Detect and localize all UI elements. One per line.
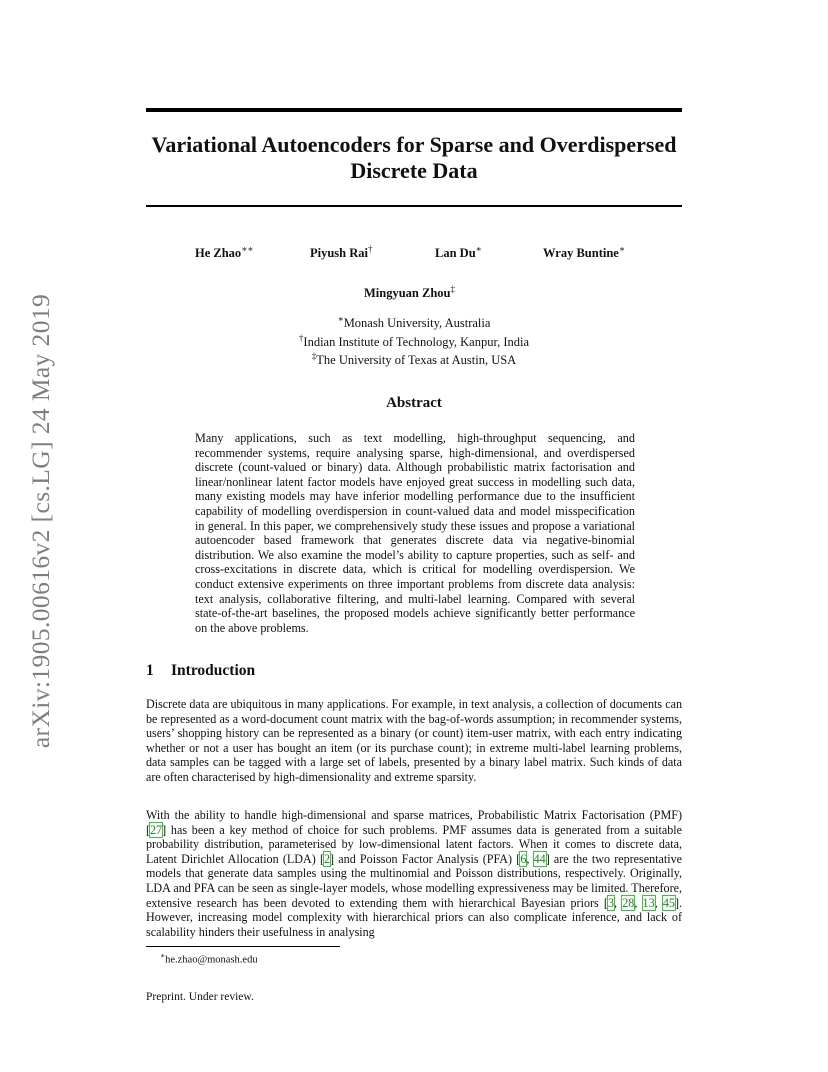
author-mark: ∗∗ <box>241 244 254 254</box>
affiliation-text: Monash University, Australia <box>343 316 491 331</box>
intro-paragraph-1: Discrete data are ubiquitous in many applications. For example, in text analysis, a collection of documents can be represented as a word-document count matrix with the bag-of-words assumption; in recommender systems, users’ shopping history can be represented as a binary (or count) item-user matrix, with each entry indicating whether or not a user has bought an item (or its purchase count); in extreme multi-label learning problems, data samples can be tagged with a large set of labels, presented by a binary label matrix. Such kinds of data are often characterised by high-dimensionality and extreme sparsity. <box>146 697 682 784</box>
affiliations <box>146 312 682 368</box>
footnote-rule <box>146 946 340 947</box>
author-name: He Zhao <box>195 246 242 261</box>
abstract-body: Many applications, such as text modelling, high-throughput sequencing, and recommender systems, require analysing sparse, high-dimensional, and overdispersed discrete (count-valued or binary) data. Although probabilistic matrix factorisation and linear/nonlinear latent factor models have enjoyed great success in modelling such data, many existing models may have inferior modelling performance due to the insufficient capability of modelling overdispersion in count-valued data and model misspecification in general. In this paper, we comprehensively study these issues and propose a variational autoencoder based framework that generates discrete data via negative-binomial distribution. We also examine the model’s ability to capture properties, such as self- and cross-excitations in discrete data, which is critical for modelling overdispersion. We conduct extensive experiments on three important problems from discrete data analysis: text analysis, collaborative filtering, and multi-label learning. Compared with several state-of-the-art baselines, the proposed models achieve significantly better performance on the above problems. <box>195 431 635 635</box>
affiliation-mark: ∗ <box>337 314 344 324</box>
affiliation-text: The University of Texas at Austin, USA <box>316 353 517 368</box>
affiliation-text: Indian Institute of Technology, Kanpur, India <box>303 334 530 349</box>
author-name: Mingyuan Zhou <box>364 286 451 301</box>
citation-link[interactable]: 44 <box>533 851 546 866</box>
affiliation-iit-kanpur <box>146 331 682 350</box>
citation-link[interactable]: 2 <box>324 851 331 866</box>
affiliation-mark: ‡ <box>311 351 317 362</box>
citation-separator: , <box>634 895 643 910</box>
citation-link[interactable]: 45 <box>662 895 675 910</box>
citation-link[interactable]: 6 <box>520 851 527 866</box>
section-number: 1 <box>146 662 154 679</box>
title-bottom-rule <box>146 205 682 207</box>
author-name: Lan Du <box>435 246 476 261</box>
author-mark: ‡ <box>450 284 455 294</box>
paragraph-text: ] has been a key method of choice for such problems. PMF assumes data is generated from a suitable probability distribution, parameterised by low-dimensional latent factors. When it comes to discrete data, Latent Dirichlet Allocation (LDA) [ <box>146 822 682 866</box>
author-piyush-rai <box>310 244 373 261</box>
author-mingyuan-zhou <box>364 284 455 301</box>
abstract-heading: Abstract <box>386 395 442 411</box>
paragraph-text: ] are the two representative models that generate data samples using the multinomial and Poisson distributions, respectively. Originally, LDA and PFA can be seen as single-layer models, whose modelling expressiveness may be limited. Therefore, extensive research has been devoted to extending them with hierarchical Bayesian priors [ <box>146 851 683 910</box>
author-name: Wray Buntine <box>543 246 619 261</box>
footnote-email: he.zhao@monash.edu <box>165 954 258 966</box>
section-title: Introduction <box>171 662 256 679</box>
paragraph-text: ] and Poisson Factor Analysis (PFA) [ <box>330 851 521 866</box>
paragraph-text: ]. However, increasing model complexity with hierarchical priors can also complicate inference, and lack of scalability hinders their usefulness in analysing <box>146 895 682 939</box>
title-top-rule <box>146 108 682 112</box>
arxiv-identifier-stamp <box>16 286 66 756</box>
citation-link[interactable]: 13 <box>642 895 655 910</box>
footnote-mark: ∗ <box>160 951 166 960</box>
arxiv-identifier-text: arXiv:1905.00616v2 [cs.LG] 24 May 2019 <box>26 293 55 749</box>
preprint-note: Preprint. Under review. <box>146 991 254 1003</box>
paper-title: Variational Autoencoders for Sparse and Overdispersed Discrete Data <box>151 132 677 183</box>
citation-separator: , <box>614 895 623 910</box>
author-he-zhao <box>195 244 253 261</box>
footnote <box>160 951 258 966</box>
citation-link[interactable]: 27 <box>150 822 163 837</box>
affiliation-mark: † <box>298 332 304 343</box>
author-lan-du <box>435 244 482 261</box>
section-heading-introduction <box>146 662 255 680</box>
paragraph-text: With the ability to handle high-dimensional and sparse matrices, Probabilistic Matrix Factorisation (PMF) [ <box>146 808 682 837</box>
affiliation-ut-austin <box>146 349 682 368</box>
citation-separator: , <box>654 895 663 910</box>
author-wray-buntine <box>543 244 625 261</box>
affiliation-monash <box>146 312 682 331</box>
author-mark: † <box>368 244 373 254</box>
citation-separator: , <box>526 851 534 866</box>
intro-paragraph-2 <box>146 808 682 939</box>
author-mark: ∗ <box>475 244 482 254</box>
author-mark: ∗ <box>618 244 625 254</box>
citation-link[interactable]: 28 <box>622 895 635 910</box>
citation-link[interactable]: 3 <box>607 895 614 910</box>
author-name: Piyush Rai <box>310 246 369 261</box>
